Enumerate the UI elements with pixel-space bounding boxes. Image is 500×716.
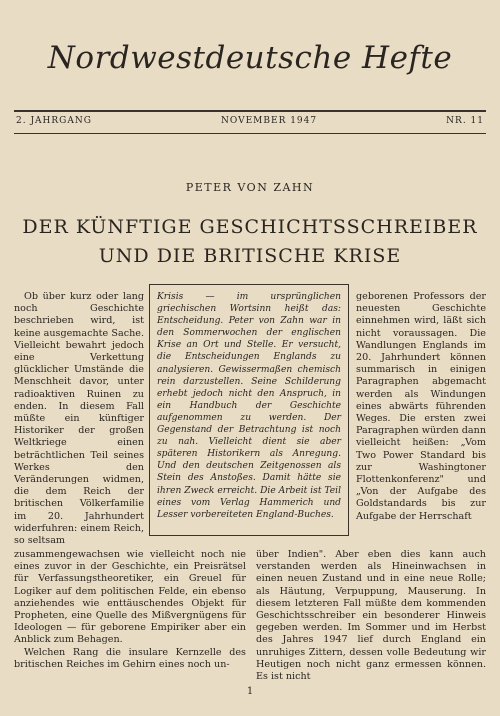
- column-left: [14, 291, 144, 547]
- intro-box-content: [157, 291, 341, 521]
- column-left-text: Ob über kurz oder lang noch Geschichte beschrieben wird, ist keine ausgemachte Sache. Vielleicht bewahrt jedoch eine Verkettung glücklicher Umstände die Menschheit davor, unter radioaktiven Ruinen zu enden. In diesem Fall müßte ein künftiger Historiker der großen Weltkriege einen beträchtlichen Teil seines Werkes den Veränderungen widmen, die dem Reich der britischen Völkerfamilie im 20. Jahrhundert widerfuhren: einem Reich, so seltsam: [14, 291, 144, 547]
- masthead-title: Nordwestdeutsche Hefte: [47, 40, 453, 76]
- lower-left-paragraph-1: zusammengewachsen wie vielleicht noch nie eines zuvor in der Geschichte, ein Preisrätsel für Verfassungstheoretiker, ein Greuel für Logiker auf dem politischen Felde, ein ebenso anziehendes wie enttäuschendes Objekt für Propheten, eine Quelle des Mißvergnügens für Ideologen — für geborene Empiriker aber ein Anblick zum Behagen.: [14, 549, 246, 646]
- lower-left-paragraph-2: Welchen Rang die insulare Kernzelle des britischen Reiches im Gehirn eines noch un-: [14, 646, 246, 670]
- issue-date: NOVEMBER 1947: [221, 116, 318, 126]
- lower-column-right: [256, 549, 486, 683]
- intro-box-text: Krisis — im ursprünglichen griechischen Wortsinn heißt das: Entscheidung. Peter von Zahn war in den Sommerwochen der englischen Krise an Ort und Stelle. Er versucht, die Entscheidungen Englands zu analysieren. Gewissermaßen chemisch rein darzustellen. Seine Schilderung erhebt jedoch nicht den Anspruch, in ein Handbuch der Geschichte aufgenommen zu werden. Der Gegenstand der Betrachtung ist noch zu nah. Vielleicht dient sie aber späteren Historikern als Anregung. Und den deutschen Zeitgenossen als Stein des Anstoßes. Damit hätte sie ihren Zweck erreicht. Die Arbeit ist Teil eines vom Verlag Hammerich und Lesser vorbereiteten England-Buches.: [157, 292, 341, 520]
- article-title-line2: UND DIE BRITISCHE KRISE: [98, 245, 402, 267]
- lower-right-paragraph: über Indien". Aber eben dies kann auch verstanden werden als Hineinwachsen in einen neuen Zustand und in eine neue Rolle; als Häutung, Verpuppung, Mauserung. In diesem letzteren Fall müßte dem kommenden Geschichtsschreiber ein besonderer Hinweis gegeben werden. Im Sommer und im Herbst des Jahres 1947 lief durch England ein unruhiges Zittern, dessen volle Bedeutung wir Heutigen noch nicht ganz ermessen können. Es ist nicht: [256, 549, 486, 683]
- page-number: 1: [246, 686, 254, 697]
- lower-column-left: [14, 549, 246, 671]
- column-right-text: geborenen Professors der neuesten Geschichte einnehmen wird, läßt sich nicht voraussagen. Die Wandlungen Englands im 20. Jahrhundert können summarisch in einigen Paragraphen abgemacht werden als Windungen eines abwärts führenden Weges. Die ersten zwei Paragraphen würden dann vielleicht heißen: „Vom Two Power Standard bis zur Washingtoner Flottenkonferenz" und „Von der Aufgabe des Goldstandards bis zur Aufgabe der Herrschaft: [356, 291, 486, 522]
- issue-volume: 2. JAHRGANG: [16, 116, 92, 126]
- article-author: PETER VON ZAHN: [185, 181, 315, 194]
- column-right: [356, 291, 486, 523]
- intro-box: [149, 284, 349, 536]
- article-title-line1: DER KÜNFTIGE GESCHICHTSSCHREIBER: [22, 216, 478, 238]
- issue-number: NR. 11: [446, 116, 484, 126]
- issue-line: [16, 116, 484, 126]
- masthead-rule-bottom: [14, 133, 486, 134]
- masthead-rule-top: [14, 110, 486, 112]
